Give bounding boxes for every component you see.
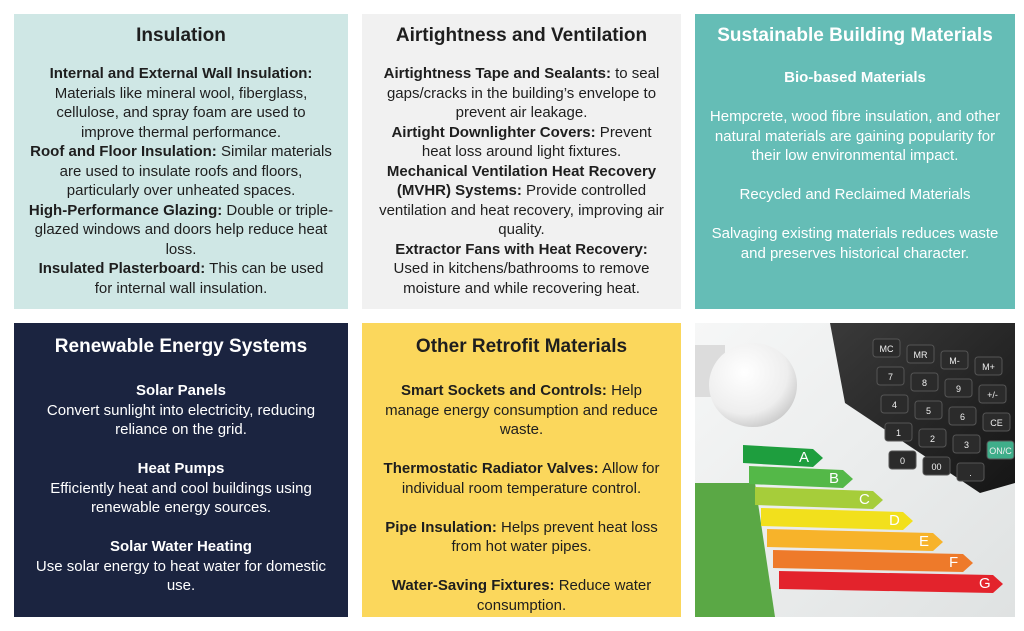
sustainable-para-recycled: Salvaging existing materials reduces waste and preserves historical character. <box>711 225 999 262</box>
calculator-key-label: 1 <box>895 428 902 438</box>
other-item-water: Water-Saving Fixtures: Reduce water consumption. <box>391 577 652 614</box>
insulation-item-plasterboard: Insulated Plasterboard: This can be used for internal wall insulation. <box>38 260 324 297</box>
insulation-item-wall: Internal and External Wall Insulation: Materials like mineral wool, fiberglass, cellulose, and spray foam are used to improve thermal performance. <box>49 65 313 141</box>
sustainable-subhead-recycled: Recycled and Reclaimed Materials <box>739 186 971 203</box>
rating-letter-b: B <box>829 470 840 487</box>
rating-letter-g: G <box>979 575 991 592</box>
insulation-item-glazing: High-Performance Glazing: Double or triple-glazed windows and doors help reduce heat loss. <box>28 201 334 258</box>
other-title: Other Retrofit Materials <box>415 336 628 357</box>
renewable-text-waterheating: Use solar energy to heat water for domestic use. <box>35 557 327 594</box>
sustainable-para-bio: Hempcrete, wood fibre insulation, and other natural materials are gaining popularity for their low environmental impact. <box>709 108 1001 164</box>
sustainable-subhead-bio: Bio-based Materials <box>784 69 926 86</box>
insulation-item-roof: Roof and Floor Insulation: Similar materials are used to insulate roofs and floors, particularly over unheated spaces. <box>30 143 332 199</box>
rating-letter-e: E <box>919 533 930 550</box>
rating-letter-c: C <box>859 491 870 508</box>
airtightness-panel <box>362 14 681 309</box>
other-item-valves: Thermostatic Radiator Valves: Allow for individual room temperature control. <box>383 460 660 497</box>
sustainable-title: Sustainable Building Materials <box>717 25 993 46</box>
rating-letter-f: F <box>949 554 959 571</box>
calculator-key-label: +/- <box>987 390 998 400</box>
airtightness-item-mvhr: Mechanical Ventilation Heat Recovery (MVHR) Systems: Provide controlled ventilation and heat recovery, improving air quality. <box>379 162 664 238</box>
calculator-key-label: MC <box>879 344 894 354</box>
calculator-key-label: 8 <box>921 378 928 388</box>
calculator-key-label: 3 <box>963 440 970 450</box>
calculator-key-label: 6 <box>959 412 966 422</box>
calculator-key-label: . <box>969 468 972 478</box>
renewable-label-waterheating: Solar Water Heating <box>110 538 252 555</box>
airtightness-title: Airtightness and Ventilation <box>395 25 648 46</box>
calculator-key-label: 7 <box>887 372 894 382</box>
rating-letter-d: D <box>889 512 900 529</box>
calculator-key-label: 4 <box>891 400 898 410</box>
renewable-label-heatpumps: Heat Pumps <box>137 460 225 477</box>
other-panel <box>362 323 681 617</box>
calculator-key-label: 2 <box>929 434 936 444</box>
calculator-key-label: MR <box>913 350 928 360</box>
insulation-panel <box>14 14 348 309</box>
other-item-pipe: Pipe Insulation: Helps prevent heat loss from hot water pipes. <box>385 518 658 555</box>
calculator-key-label: 0 <box>899 456 906 466</box>
sustainable-panel <box>695 14 1015 309</box>
airtightness-item-tape: Airtightness Tape and Sealants: to seal gaps/cracks in the building’s envelope to prevent air leakage. <box>383 65 660 121</box>
calculator-key-label: M- <box>949 356 960 366</box>
renewable-text-heatpumps: Efficiently heat and cool buildings using renewable energy sources. <box>50 479 312 516</box>
renewable-title: Renewable Energy Systems <box>54 336 308 357</box>
airtightness-item-downlighter: Airtight Downlighter Covers: Prevent heat loss around light fixtures. <box>391 123 652 160</box>
renewable-text-solar: Convert sunlight into electricity, reducing reliance on the grid. <box>46 401 316 438</box>
calculator-key-label: 9 <box>955 384 962 394</box>
calculator-key-label: ON/C <box>989 446 1012 456</box>
rating-letter-a: A <box>799 449 810 466</box>
renewable-label-solar: Solar Panels <box>135 382 227 399</box>
calculator-key-label: 5 <box>925 406 932 416</box>
calculator-key-label: 00 <box>931 462 942 472</box>
renewable-panel <box>14 323 348 617</box>
other-item-sockets: Smart Sockets and Controls: Help manage energy consumption and reduce waste. <box>385 382 658 438</box>
energy-rating-photo <box>695 323 1015 617</box>
calculator-key-label: M+ <box>982 362 995 372</box>
energy-rating-illustration <box>695 323 1015 617</box>
airtightness-item-extractor: Extractor Fans with Heat Recovery: Used in kitchens/bathrooms to remove moisture and while recovering heat. <box>393 240 650 297</box>
calculator-key-label: CE <box>990 418 1003 428</box>
insulation-title: Insulation <box>136 25 226 46</box>
